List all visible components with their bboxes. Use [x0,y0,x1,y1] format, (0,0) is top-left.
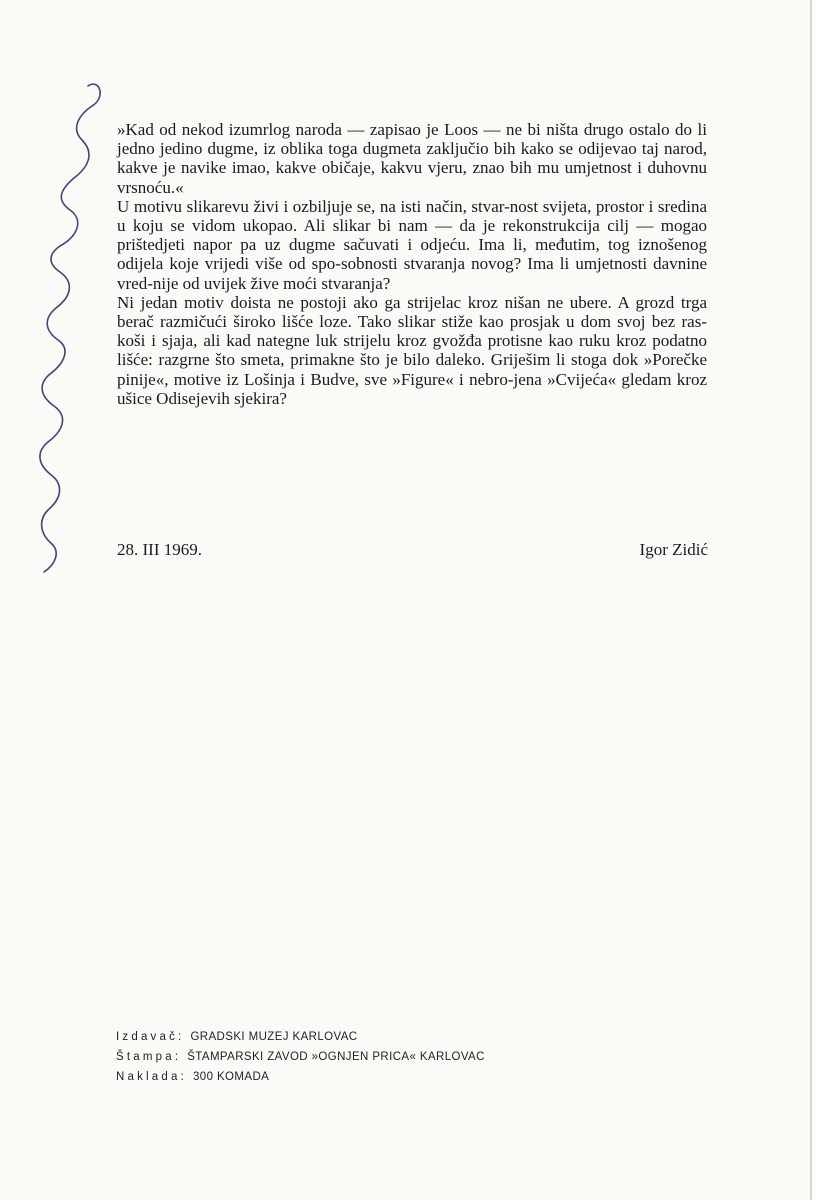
publisher-label: Izdavač: [116,1031,185,1043]
printer-label: Štampa: [116,1051,182,1063]
signature-line [117,540,708,560]
edition-value: 300 KOMADA [193,1071,270,1083]
colophon-printer [116,1047,485,1067]
essay-author: Igor Zidić [639,540,708,559]
essay-paragraph-3: Ni jedan motiv doista ne postoji ako ga strijelac kroz nišan ne ubere. A grozd trga berač razmičući široko lišće loze. Tako slikar stiže kao prosjak u dom svoj bez ras-koši i sjaja, ali kad nategne luk strijelu kroz gvožđa protisne kao ruku kroz podatno lišće: razgrne što smeta, primakne što je bilo daleko. Griješim li stoga dok »Porečke pinije«, motive iz Lošinja i Budve, sve »Figure« i nebro-jena »Cvijeća« gledam kroz ušice Odisejevih sjekira? [117,292,707,408]
edition-label: Naklada: [116,1071,187,1083]
colophon-edition [116,1067,485,1087]
essay-text [117,120,707,408]
printer-value: ŠTAMPARSKI ZAVOD »OGNJEN PRICA« KARLOVAC [187,1051,485,1063]
colophon [116,1027,485,1087]
essay-paragraph-1: »Kad od nekod izumrlog naroda — zapisao je Loos — ne bi ništa drugo ostalo do li jedno jedino dugme, iz oblika toga dugmeta zaključio bih kako se odijevao taj narod, kakve je navike imao, kakve običaje, kakvu vjeru, znao bih mu umjetnost i duhovnu vrsnoću.« [117,120,707,197]
essay-paragraph-2: U motivu slikarevu živi i ozbiljuje se, na isti način, stvar-nost svijeta, prostor i sredina u koju se vidom ukopao. Ali slikar bi nam — da je rekonstrukcija cilj — mogao prištedjeti napor pa uz dugme sačuvati i odjeću. Ima li, međutim, tog iznošenog odijela koje vrijedi više od spo-sobnosti stvaranja novog? Ima li umjetnosti davnine vred-nije od uvijek žive moći stvaranja? [117,196,707,293]
publisher-value: GRADSKI MUZEJ KARLOVAC [190,1031,358,1043]
essay-date: 28. III 1969. [117,540,202,559]
colophon-publisher [116,1027,485,1047]
wavy-line-icon [30,78,110,578]
